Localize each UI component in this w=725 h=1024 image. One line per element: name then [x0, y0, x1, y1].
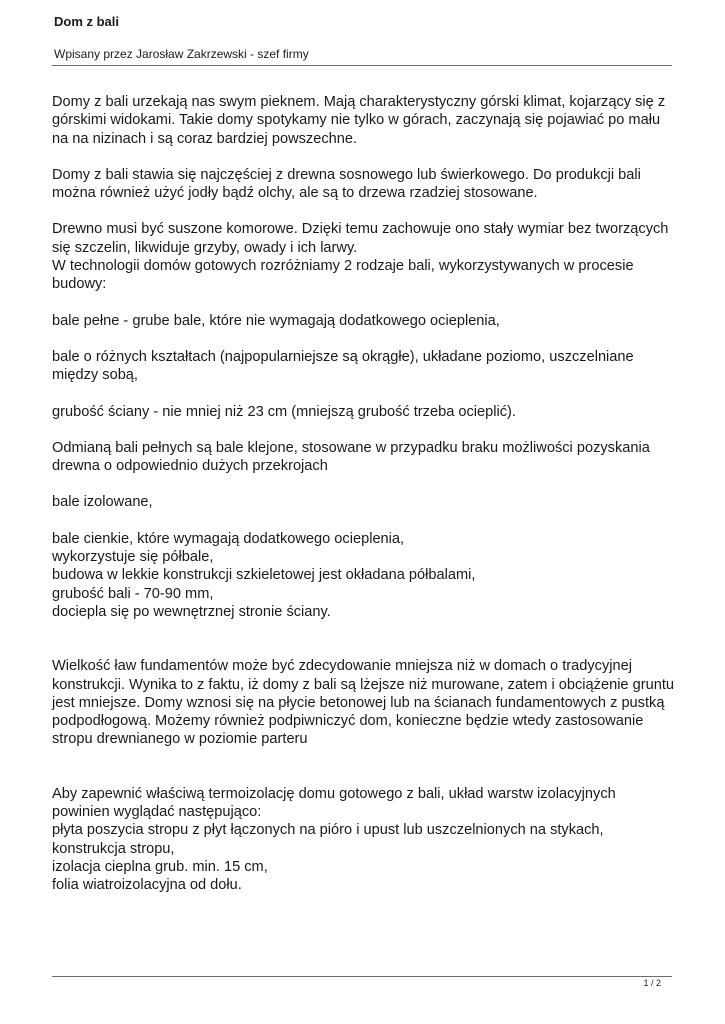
text-line: grubość ściany - nie mniej niż 23 cm (mniejszą grubość trzeba ocieplić). [52, 403, 516, 420]
text-line: konstrukcja stropu, [52, 840, 175, 857]
footer-divider [52, 976, 672, 977]
text-line: Domy z bali urzekają nas swym pieknem. Mają charakterystyczny górski klimat, kojarzący się z górskimi widokami. Takie domy spotykamy nie tylko w górach, zaczynają się pojawiać po mału na na nizinach i są coraz bardziej powszechne. [52, 94, 666, 147]
text-line: wykorzystuje się półbale, [52, 549, 214, 566]
header-divider [52, 65, 672, 66]
text-line: Wielkość ław fundamentów może być zdecydowanie mniejsza niż w domach o tradycyjnej konstrukcji. Wynika to z faktu, iż domy z bali są lżejsze niż murowane, zatem i obciążenie gruntu jest mniejsze. Domy wznosi się na płycie betonowej lub na ścianach fundamentowych z pustką podpodłogową. Możemy również podpiwniczyć dom, konieczne będzie wtedy zastosowanie stropu drewnianego w poziomie parteru [52, 658, 674, 748]
text-line: Odmianą bali pełnych są bale klejone, stosowane w przypadku braku możliwości pozyskania drewna o odpowiednio dużych przekrojach [52, 439, 650, 475]
text-line: W technologii domów gotowych rozróżniamy 2 rodzaje bali, wykorzystywanych w procesie budowy: [52, 258, 634, 293]
paragraph-intro [52, 93, 677, 148]
text-line: folia wiatroizolacyjna od dołu. [52, 877, 242, 894]
text-line: budowa w lekkie konstrukcji szkieletowej jest okładana półbalami, [52, 567, 476, 584]
page-number: 1 / 2 [643, 978, 661, 988]
text-line: Domy z bali stawia się najczęściej z drewna sosnowego lub świerkowego. Do produkcji bali można również użyć jodły bądź olchy, ale są to drzewa rzadziej stosowane. [52, 166, 641, 202]
text-line: Drewno musi być suszone komorowe. Dzięki temu zachowuje ono stały wymiar bez tworzących się szczelin, likwiduje grzyby, owady i ich larwy. [52, 221, 669, 256]
document-byline: Wpisany przez Jarosław Zakrzewski - szef firmy [54, 47, 309, 61]
text-line: bale pełne - grube bale, które nie wymagają dodatkowego ocieplenia, [52, 312, 500, 329]
paragraph-drying [52, 220, 677, 293]
text-line: płyta poszycia stropu z płyt łączonych na pióro i upust lub uszczelnionych na stykach, [52, 822, 604, 839]
text-line: izolacja cieplna grub. min. 15 cm, [52, 858, 268, 875]
text-line: Aby zapewnić właściwą termoizolację domu gotowego z bali, układ warstw izolacyjnych powinien wyglądać następująco: [52, 785, 616, 821]
document-title: Dom z bali [54, 14, 120, 29]
paragraph-insulation-layers [52, 785, 677, 895]
paragraph-log-shapes [52, 348, 677, 385]
paragraph-wood-types [52, 166, 677, 203]
paragraph-glued-logs [52, 439, 677, 476]
paragraph-insulated-logs [52, 493, 677, 511]
paragraph-wall-thickness [52, 403, 677, 421]
paragraph-foundations [52, 657, 677, 748]
paragraph-full-logs [52, 312, 677, 330]
text-line: bale o różnych kształtach (najpopularniejsze są okrągłe), układane poziomo, uszczelniane między sobą, [52, 348, 634, 384]
paragraph-thin-logs [52, 530, 677, 621]
text-line: docieplа się po wewnętrznej stronie ściany. [52, 603, 331, 620]
text-line: grubość bali - 70-90 mm, [52, 585, 214, 602]
text-line: bale izolowane, [52, 494, 153, 511]
text-line: bale cienkie, które wymagają dodatkowego ocieplenia, [52, 530, 405, 547]
article-body [52, 93, 677, 895]
